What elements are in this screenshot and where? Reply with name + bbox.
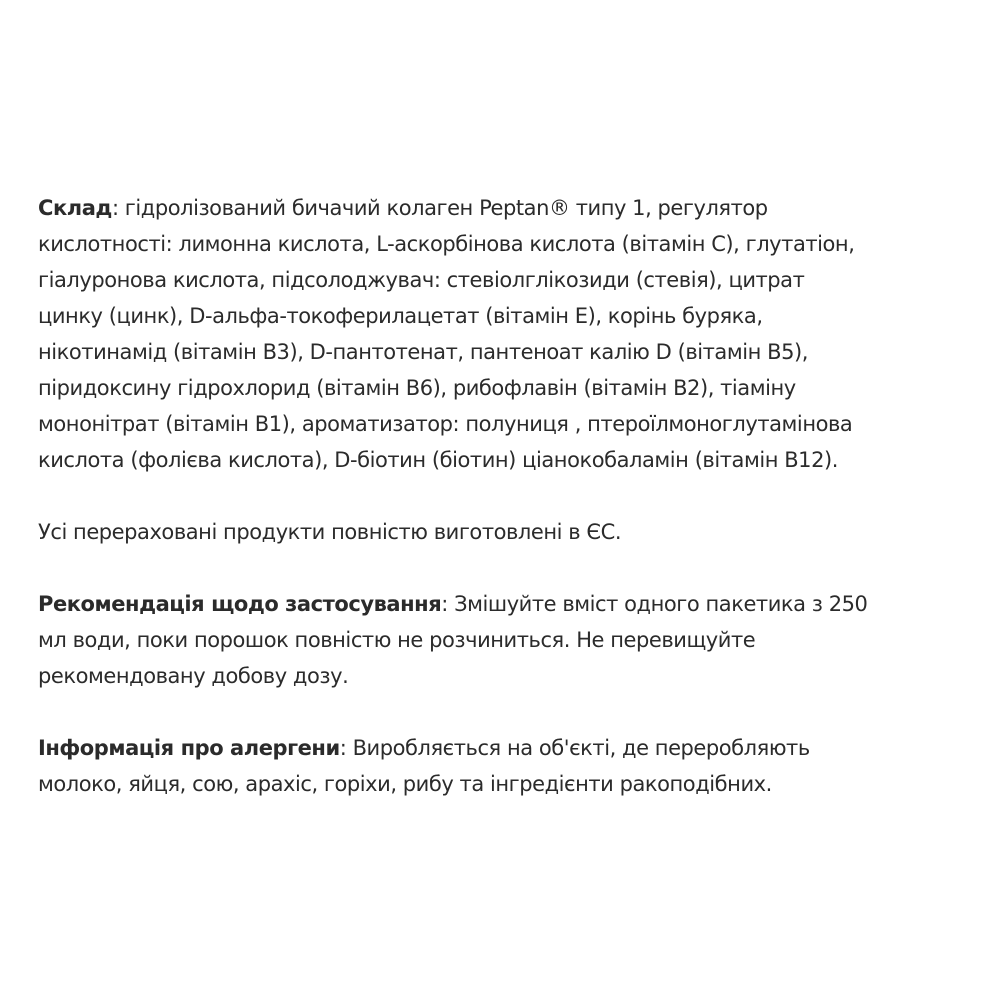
- composition-line: цинку (цинк), D-альфа-токоферилацетат (вітамін Е), корінь буряка,: [38, 304, 763, 328]
- usage-line: Змішуйте вміст одного пакетика з 250: [454, 592, 868, 616]
- composition-line: кислотності: лимонна кислота, L-аскорбінова кислота (вітамін С), глутатіон,: [38, 232, 855, 256]
- eu-statement: Усі перераховані продукти повністю виготовлені в ЄС.: [38, 520, 622, 544]
- allergens-label: Інформація про алергени: [38, 736, 340, 760]
- allergens-separator: :: [339, 736, 353, 760]
- composition-label: Склад: [38, 196, 112, 220]
- usage-paragraph: [38, 586, 968, 694]
- allergens-line: молоко, яйця, сою, арахіс, горіхи, рибу та інгредієнти ракоподібних.: [38, 772, 772, 796]
- composition-paragraph: [38, 190, 968, 478]
- composition-line: нікотинамід (вітамін В3), D-пантотенат, пантеноат калію D (вітамін В5),: [38, 340, 808, 364]
- composition-line: кислота (фолієва кислота), D-біотин (біотин) ціанокобаламін (вітамін В12).: [38, 448, 838, 472]
- composition-line: мононітрат (вітамін В1), ароматизатор: полуниця , птероїлмоноглутамінова: [38, 412, 853, 436]
- usage-line: рекомендовану добову дозу.: [38, 664, 349, 688]
- composition-line: гіалуронова кислота, підсолоджувач: стевіолглікозиди (стевія), цитрат: [38, 268, 805, 292]
- usage-label: Рекомендація щодо застосування: [38, 592, 442, 616]
- usage-separator: :: [441, 592, 455, 616]
- eu-statement-paragraph: [38, 514, 968, 550]
- composition-line: піридоксину гідрохлорид (вітамін В6), рибофлавін (вітамін В2), тіаміну: [38, 376, 796, 400]
- allergens-line: Виробляється на об'єкті, де переробляють: [352, 736, 810, 760]
- composition-line: гідролізований бичачий колаген Peptan® типу 1, регулятор: [124, 196, 768, 220]
- product-description: [38, 190, 968, 838]
- composition-separator: :: [111, 196, 125, 220]
- usage-line: мл води, поки порошок повністю не розчиниться. Не перевищуйте: [38, 628, 756, 652]
- allergens-paragraph: [38, 730, 968, 802]
